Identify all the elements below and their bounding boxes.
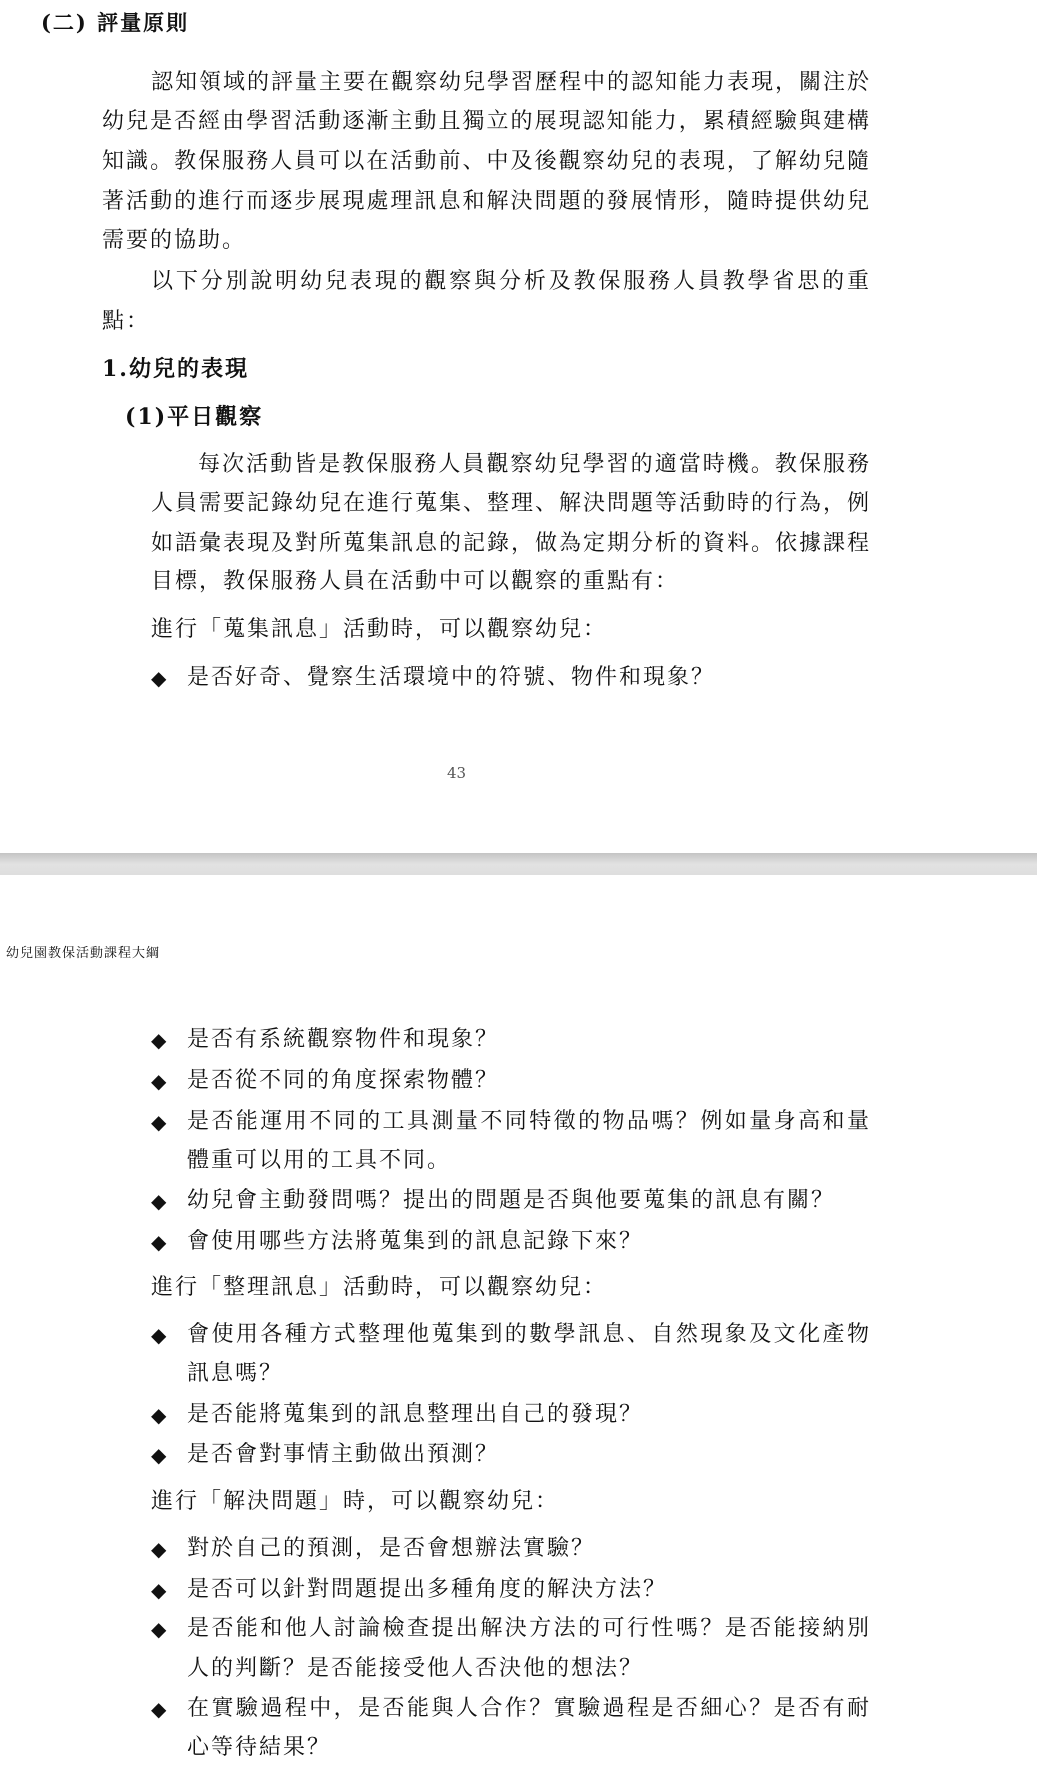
- page-number: 43: [447, 764, 467, 782]
- bullet-item: 會使用哪些方法將蒐集到的訊息記錄下來？: [187, 1229, 644, 1254]
- bullet-item-continued: 人的判斷？是否能接受他人否決他的想法？: [187, 1656, 644, 1681]
- diamond-bullet-icon: ◆: [151, 1028, 167, 1052]
- section-heading: (二) 評量原則: [41, 10, 190, 35]
- diamond-bullet-icon: ◆: [151, 1069, 167, 1093]
- paragraph-line: 著活動的進行而逐步展現處理訊息和解決問題的發展情形，隨時提供幼兒: [102, 189, 869, 214]
- running-header: 幼兒園教保活動課程大綱: [6, 946, 161, 961]
- bullet-item: 是否有系統觀察物件和現象？: [187, 1027, 500, 1052]
- page-separator: [0, 853, 1037, 875]
- bullet-item: 在實驗過程中，是否能與人合作？實驗過程是否細心？是否有耐: [187, 1696, 869, 1721]
- bullet-item-continued: 訊息嗎？: [187, 1361, 284, 1386]
- diamond-bullet-icon: ◆: [151, 1537, 167, 1561]
- paragraph-line: 人員需要記錄幼兒在進行蒐集、整理、解決問題等活動時的行為，例: [151, 491, 869, 516]
- paragraph-line: 點：: [102, 309, 151, 334]
- paragraph-line: 幼兒是否經由學習活動逐漸主動且獨立的展現認知能力，累積經驗與建構: [102, 109, 869, 134]
- diamond-bullet-icon: ◆: [151, 1110, 167, 1134]
- paragraph-line: 如語彙表現及對所蒐集訊息的記錄，做為定期分析的資料。依據課程: [151, 531, 869, 556]
- bullet-item-continued: 體重可以用的工具不同。: [187, 1148, 452, 1173]
- paragraph-line: 需要的協助。: [102, 228, 247, 253]
- bullet-item-continued: 心等待結果？: [187, 1735, 332, 1760]
- diamond-bullet-icon: ◆: [151, 1617, 167, 1641]
- diamond-bullet-icon: ◆: [151, 1697, 167, 1721]
- paragraph-line: 目標，教保服務人員在活動中可以觀察的重點有：: [151, 569, 680, 594]
- paragraph-line: 每次活動皆是教保服務人員觀察幼兒學習的適當時機。教保服務: [198, 452, 869, 477]
- paragraph-line: 認知領域的評量主要在觀察幼兒學習歷程中的認知能力表現，關注於: [151, 70, 869, 95]
- paragraph-line: 以下分別說明幼兒表現的觀察與分析及教保服務人員教學省思的重: [151, 269, 869, 294]
- diamond-bullet-icon: ◆: [151, 1403, 167, 1427]
- bullet-item: 是否能和他人討論檢查提出解決方法的可行性嗎？是否能接納別: [187, 1616, 869, 1641]
- bullet-item: 是否能運用不同的工具測量不同特徵的物品嗎？例如量身高和量: [187, 1109, 869, 1134]
- bullet-item: 幼兒會主動發問嗎？提出的問題是否與他要蒐集的訊息有關？: [187, 1188, 836, 1213]
- bullet-item: 是否可以針對問題提出多種角度的解決方法？: [187, 1577, 668, 1602]
- observation-intro: 進行「整理訊息」活動時，可以觀察幼兒：: [151, 1275, 608, 1300]
- section-title: 1.幼兒的表現: [102, 356, 249, 382]
- bullet-item: 對於自己的預測，是否會想辦法實驗？: [187, 1536, 596, 1561]
- diamond-bullet-icon: ◆: [151, 1443, 167, 1467]
- paragraph-line: 知識。教保服務人員可以在活動前、中及後觀察幼兒的表現，了解幼兒隨: [102, 149, 869, 174]
- observation-intro: 進行「解決問題」時，可以觀察幼兒：: [151, 1489, 560, 1514]
- bullet-item: 是否會對事情主動做出預測？: [187, 1442, 500, 1467]
- bullet-item: 會使用各種方式整理他蒐集到的數學訊息、自然現象及文化產物: [187, 1322, 869, 1347]
- observation-intro: 進行「蒐集訊息」活動時，可以觀察幼兒：: [151, 617, 608, 642]
- bullet-item: 是否從不同的角度探索物體？: [187, 1068, 500, 1093]
- diamond-bullet-icon: ◆: [151, 666, 167, 690]
- subsection-title: (1)平日觀察: [125, 404, 264, 430]
- diamond-bullet-icon: ◆: [151, 1323, 167, 1347]
- diamond-bullet-icon: ◆: [151, 1189, 167, 1213]
- bullet-item: 是否能將蒐集到的訊息整理出自己的發現？: [187, 1402, 644, 1427]
- diamond-bullet-icon: ◆: [151, 1578, 167, 1602]
- diamond-bullet-icon: ◆: [151, 1230, 167, 1254]
- bullet-item: 是否好奇、覺察生活環境中的符號、物件和現象？: [187, 665, 716, 690]
